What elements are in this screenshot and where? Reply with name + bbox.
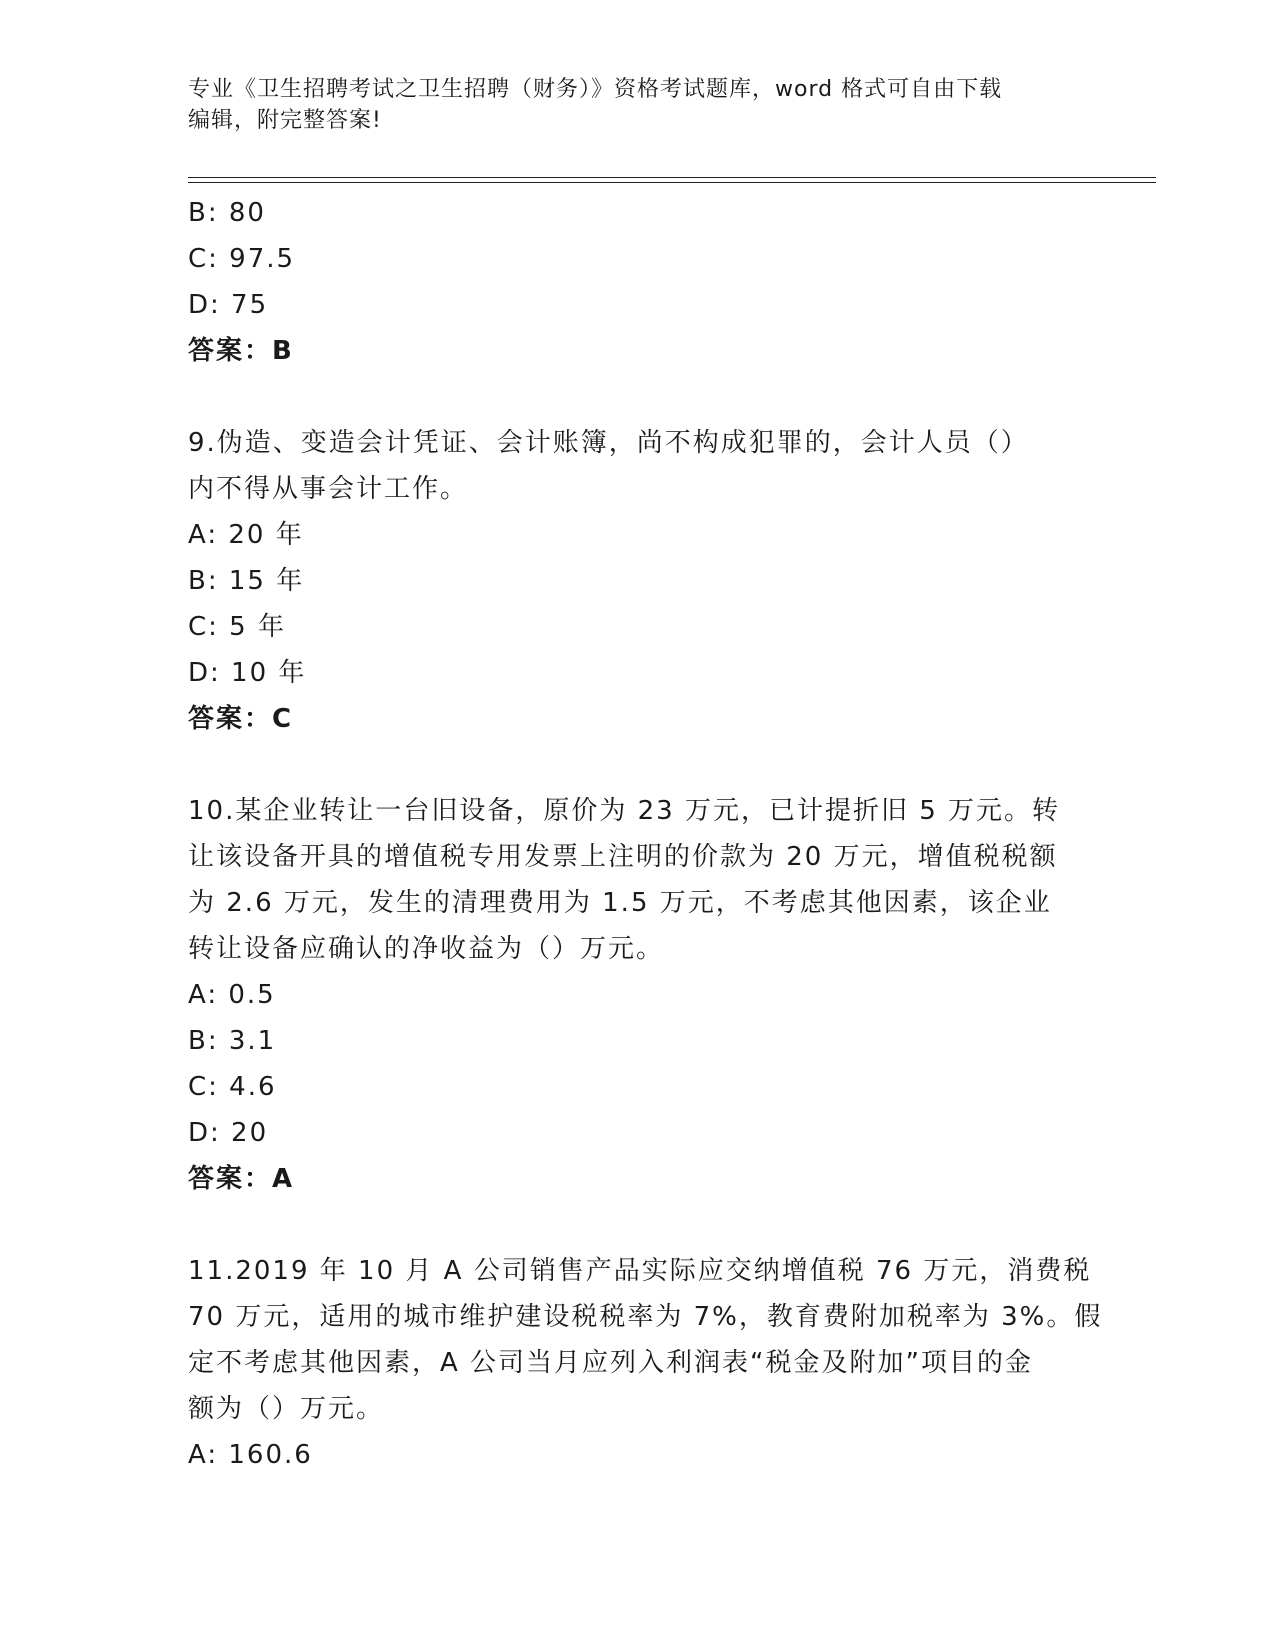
spacer xyxy=(188,1202,1088,1248)
option-b: B: 80 xyxy=(188,198,266,228)
option-a: A: 20 年 xyxy=(188,520,304,550)
option-c: C: 97.5 xyxy=(188,244,296,274)
question-11 xyxy=(188,1248,1103,1478)
option-d: D: 20 xyxy=(188,1118,269,1148)
question-text-line: 内不得从事会计工作。 xyxy=(188,474,469,504)
header-rule-top xyxy=(188,177,1156,178)
question-text-line: 定不考虑其他因素，A 公司当月应列入利润表“税金及附加”项目的金 xyxy=(188,1348,1033,1378)
question-text-line: 70 万元，适用的城市维护建设税税率为 7%，教育费附加税率为 3%。假 xyxy=(188,1302,1103,1332)
question-8-tail xyxy=(188,190,1088,374)
answer-line: 答案：B xyxy=(188,336,294,366)
option-d: D: 75 xyxy=(188,290,269,320)
document-body xyxy=(188,190,1103,1478)
question-text-line: 11.2019 年 10 月 A 公司销售产品实际应交纳增值税 76 万元，消费税 xyxy=(188,1256,1092,1286)
option-d: D: 10 年 xyxy=(188,658,307,688)
answer-line: 答案：A xyxy=(188,1164,295,1194)
spacer xyxy=(188,374,1088,420)
question-9 xyxy=(188,420,1088,742)
option-c: C: 5 年 xyxy=(188,612,286,642)
question-text-line: 额为（）万元。 xyxy=(188,1394,385,1424)
header-line-2: 编辑，附完整答案! xyxy=(188,108,382,133)
question-10 xyxy=(188,788,1088,1202)
option-b: B: 3.1 xyxy=(188,1026,277,1056)
question-text-line: 9.伪造、变造会计凭证、会计账簿，尚不构成犯罪的，会计人员（） xyxy=(188,428,1029,458)
question-text-line: 10.某企业转让一台旧设备，原价为 23 万元，已计提折旧 5 万元。转 xyxy=(188,796,1061,826)
option-a: A: 0.5 xyxy=(188,980,276,1010)
question-text-line: 让该设备开具的增值税专用发票上注明的价款为 20 万元，增值税税额 xyxy=(188,842,1058,872)
option-b: B: 15 年 xyxy=(188,566,305,596)
option-c: C: 4.6 xyxy=(188,1072,277,1102)
header-line-1: 专业《卫生招聘考试之卫生招聘（财务）》资格考试题库，word 格式可自由下载 xyxy=(188,77,1003,102)
question-text-line: 为 2.6 万元，发生的清理费用为 1.5 万元，不考虑其他因素，该企业 xyxy=(188,888,1052,918)
spacer xyxy=(188,742,1088,788)
header-rule-bottom xyxy=(188,182,1156,183)
answer-line: 答案：C xyxy=(188,704,294,734)
option-a: A: 160.6 xyxy=(188,1440,313,1470)
question-text-line: 转让设备应确认的净收益为（）万元。 xyxy=(188,934,665,964)
document-header xyxy=(188,74,1068,136)
